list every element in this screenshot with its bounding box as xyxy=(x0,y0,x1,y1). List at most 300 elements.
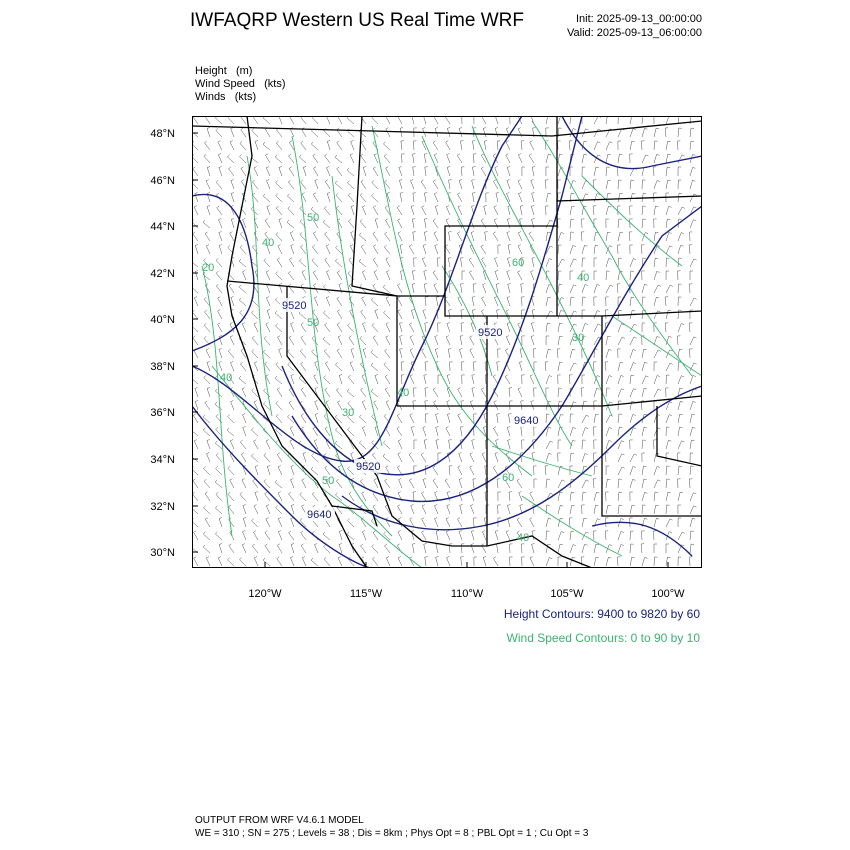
wind-barb xyxy=(570,349,575,358)
height-contours-legend: Height Contours: 9400 to 9820 by 60 xyxy=(503,607,700,621)
wind-barb xyxy=(400,336,403,346)
wind-barb xyxy=(219,362,222,372)
wind-barb xyxy=(276,206,282,215)
wind-barb xyxy=(605,310,608,319)
wind-barb xyxy=(606,557,611,566)
wind-barb xyxy=(690,440,694,449)
wind-barb xyxy=(437,258,440,267)
wind-barb xyxy=(206,245,210,254)
wind-barb xyxy=(230,479,234,488)
lat-label-48: 48°N xyxy=(150,128,175,140)
wind-barb xyxy=(546,220,553,228)
wind-barb xyxy=(630,454,637,462)
wind-barb xyxy=(347,116,354,124)
wind-barb xyxy=(666,206,672,215)
wind-barb xyxy=(618,441,624,449)
wind-barb xyxy=(462,375,465,384)
wind-barb xyxy=(690,298,697,306)
wind-barb xyxy=(593,479,596,488)
wind-barb xyxy=(447,167,450,177)
wind-barb xyxy=(641,141,644,150)
lon-label-100: 100°W xyxy=(651,588,685,600)
wind-barb xyxy=(398,219,402,228)
wind-barb xyxy=(462,116,465,124)
lon-label-120: 120°W xyxy=(248,588,282,600)
wind-barb xyxy=(546,388,549,397)
wind-barb xyxy=(570,492,574,501)
wind-barb xyxy=(678,414,683,423)
wind-barb xyxy=(506,141,510,150)
wind-barb xyxy=(630,415,636,424)
wind-barb xyxy=(582,454,588,463)
wind-barb xyxy=(385,544,391,553)
wind-barb xyxy=(324,285,331,293)
wind-barb xyxy=(449,180,452,189)
wind-barb xyxy=(458,388,462,397)
field-height-name: Height xyxy=(195,65,227,77)
wind-barb xyxy=(278,492,282,501)
wind-barb xyxy=(435,349,438,359)
wind-barb xyxy=(529,232,534,241)
wind-barb xyxy=(276,181,282,190)
wind-barb xyxy=(460,141,463,150)
wind-barb xyxy=(666,310,671,319)
wind-barb xyxy=(424,375,427,385)
wind-barb xyxy=(325,323,330,332)
wind-barb xyxy=(642,505,646,514)
wind-barb xyxy=(522,336,525,345)
wind-barb xyxy=(241,167,246,176)
wind-barb xyxy=(630,245,633,254)
wind-barb xyxy=(654,271,660,280)
wind-barb xyxy=(231,193,234,203)
wind-barb xyxy=(324,557,330,566)
wind-barb xyxy=(326,297,330,306)
wind-barb xyxy=(433,180,438,189)
wind-barb xyxy=(473,284,476,293)
wind-barb xyxy=(374,154,378,163)
wind-barb xyxy=(290,440,294,449)
wind-barb xyxy=(398,531,402,540)
wind-barb xyxy=(606,415,613,423)
wind-barb xyxy=(594,311,600,319)
wind-barb xyxy=(581,388,584,397)
wind-barb xyxy=(438,375,441,384)
wind-barb xyxy=(267,180,271,190)
wind-barb xyxy=(582,285,588,294)
wind-barb xyxy=(348,324,354,333)
wind-barb xyxy=(253,531,258,540)
wind-barb xyxy=(690,402,696,411)
wind-barb xyxy=(203,428,210,436)
wind-barb xyxy=(424,193,427,202)
wind-barb xyxy=(458,414,462,423)
wind-barb xyxy=(276,194,282,203)
wind-barb xyxy=(449,284,452,293)
wind-barb xyxy=(630,129,636,138)
wind-barb xyxy=(397,206,402,215)
wind-barb xyxy=(263,142,270,150)
wind-barb xyxy=(642,362,647,371)
wind-barb xyxy=(483,128,486,138)
wind-barb xyxy=(461,557,464,566)
wind-barb xyxy=(348,375,354,384)
wind-barb xyxy=(605,453,608,462)
wind-barb xyxy=(690,493,696,501)
wind-barb xyxy=(204,506,211,514)
wind-barb xyxy=(399,479,402,489)
wind-barb xyxy=(205,401,210,410)
wind-barb xyxy=(351,206,354,216)
wind-barb xyxy=(351,232,354,242)
wind-barb xyxy=(290,232,294,241)
wind-barb xyxy=(193,167,198,176)
wind-barb xyxy=(654,389,661,397)
wind-barb xyxy=(446,531,450,540)
wind-barb xyxy=(219,219,223,229)
wind-barb xyxy=(300,492,306,501)
map-panel xyxy=(192,116,702,568)
wind-barb xyxy=(423,245,426,255)
wind-barb xyxy=(291,323,294,333)
wind-barb xyxy=(630,531,634,540)
field-wind-speed-unit: (kts) xyxy=(264,78,286,90)
wind-barb xyxy=(252,336,258,345)
wind-barb xyxy=(570,206,575,215)
wind-barb xyxy=(690,518,695,527)
wind-barb xyxy=(398,440,402,449)
wind-barb xyxy=(400,245,403,254)
wind-barb xyxy=(205,232,210,241)
wind-barb xyxy=(654,350,661,358)
wind-barb xyxy=(469,271,474,280)
wind-barb xyxy=(689,245,692,254)
wind-barb xyxy=(690,141,694,150)
wind-barb xyxy=(398,310,402,319)
wind-barb xyxy=(507,167,510,177)
wind-barb xyxy=(240,558,246,567)
wind-barb xyxy=(653,531,656,540)
wind-barb xyxy=(398,232,402,241)
wind-barb xyxy=(314,167,319,176)
wind-barb xyxy=(425,167,428,176)
wind-barb xyxy=(254,362,258,371)
wind-barb xyxy=(678,233,684,241)
wind-barb xyxy=(558,544,563,553)
wind-barb xyxy=(348,181,355,189)
wind-barb xyxy=(594,544,599,553)
wind-barb xyxy=(337,141,342,150)
wind-barb xyxy=(534,388,537,397)
wind-barb xyxy=(606,388,610,397)
wind-barb xyxy=(531,180,534,190)
wind-barb xyxy=(425,466,428,475)
wind-barb xyxy=(495,271,498,281)
wind-barb xyxy=(424,219,427,228)
wind-barb xyxy=(582,544,588,553)
wind-barb xyxy=(335,155,342,163)
wind-barb xyxy=(386,297,390,306)
wind-barb xyxy=(471,492,474,502)
wind-barb xyxy=(363,349,366,359)
wind-barb xyxy=(338,336,342,345)
wind-barb xyxy=(520,349,523,358)
wind-barb xyxy=(375,310,378,320)
wind-barb xyxy=(414,388,417,397)
wind-barb xyxy=(383,285,390,293)
wind-barb xyxy=(327,193,330,203)
wind-barb xyxy=(606,271,610,280)
wind-barb xyxy=(509,492,512,501)
wind-barb xyxy=(481,310,486,319)
wind-barb xyxy=(433,271,438,280)
wind-barb xyxy=(654,440,657,449)
wind-barb xyxy=(194,297,198,306)
wind-barb xyxy=(413,154,416,163)
wind-barb xyxy=(546,441,553,449)
wind-barb xyxy=(336,206,342,215)
wind-barb xyxy=(630,467,636,476)
wind-barb xyxy=(530,492,534,501)
wind-barb xyxy=(398,116,402,124)
field-winds-name: Winds xyxy=(195,91,226,103)
wind-barb xyxy=(518,154,522,163)
wind-barb xyxy=(299,259,306,267)
wind-barb xyxy=(606,349,612,358)
wind-barb xyxy=(362,492,366,501)
wind-barb xyxy=(412,284,415,293)
wind-barb xyxy=(689,323,692,332)
wind-barb xyxy=(507,427,510,437)
wind-barb xyxy=(546,453,552,462)
wind-label: 50 xyxy=(307,212,320,224)
wind-barb xyxy=(325,388,330,397)
wind-barb xyxy=(450,362,453,371)
wind-barb xyxy=(666,427,669,436)
wind-barb xyxy=(582,440,586,449)
wind-barb xyxy=(654,232,658,241)
wind-barb xyxy=(229,505,234,514)
wind-barb xyxy=(216,284,222,293)
wind-barb xyxy=(546,414,549,423)
wind-barb xyxy=(228,558,235,566)
wind-barb xyxy=(195,193,198,203)
wind-barb xyxy=(545,180,548,189)
wind-barb xyxy=(447,492,450,502)
wind-barb xyxy=(509,388,512,397)
wind-barb xyxy=(410,349,414,358)
wind-barb xyxy=(240,440,246,449)
wind-barb xyxy=(546,193,551,202)
wind-barb xyxy=(497,141,500,150)
wind-barb xyxy=(606,376,612,384)
wind-barb xyxy=(461,362,464,371)
wind-barb xyxy=(582,324,588,333)
wind-barb xyxy=(291,479,295,489)
wind-barb xyxy=(301,141,306,150)
wind-barb xyxy=(313,232,318,241)
wind-barb xyxy=(546,206,549,215)
wind-barb xyxy=(326,271,330,280)
wind-barb xyxy=(594,194,600,203)
wind-barb xyxy=(277,557,282,566)
wind-barb xyxy=(312,258,318,267)
wind-barb xyxy=(287,194,294,202)
lat-label-32: 32°N xyxy=(150,501,175,513)
wind-barb xyxy=(630,350,636,359)
wind-barb xyxy=(690,349,693,358)
wind-barb xyxy=(325,427,330,436)
wind-barb xyxy=(678,401,683,410)
wind-barb xyxy=(252,311,259,319)
wind-barb xyxy=(666,466,670,475)
wind-barb xyxy=(546,154,551,163)
wind-barb xyxy=(473,479,476,488)
wind-barb xyxy=(618,180,622,189)
wind-barb xyxy=(243,271,247,281)
wind-barb xyxy=(665,128,668,137)
wind-barb xyxy=(581,232,584,241)
wind-barb xyxy=(530,518,534,527)
wind-barb xyxy=(473,167,476,176)
wind-barb xyxy=(362,401,366,410)
wind-barb xyxy=(493,466,498,475)
wind-barb xyxy=(445,116,450,124)
wind-barb xyxy=(654,285,661,293)
wind-barb xyxy=(215,480,222,488)
wind-barb xyxy=(519,193,523,203)
wind-barb xyxy=(558,453,561,462)
wind-barb xyxy=(594,440,597,449)
field-winds-unit: (kts) xyxy=(234,91,257,103)
wind-barb xyxy=(409,323,414,332)
wind-barb xyxy=(195,401,198,411)
wind-barb xyxy=(630,363,636,371)
wind-barb xyxy=(532,453,535,463)
wind-barb xyxy=(470,401,474,410)
field-wind-speed-name: Wind Speed xyxy=(195,78,255,90)
wind-barb xyxy=(582,297,586,306)
wind-barb xyxy=(690,376,696,385)
lat-label-30: 30°N xyxy=(150,547,175,559)
wind-barb xyxy=(472,388,475,398)
wind-barb xyxy=(326,116,330,124)
wind-barb xyxy=(618,219,622,228)
wind-barb xyxy=(275,311,282,319)
wind-barb xyxy=(593,531,596,540)
wind-barb xyxy=(654,219,657,228)
wind-barb xyxy=(629,232,632,241)
wind-barb xyxy=(227,155,234,163)
wind-barb xyxy=(654,181,660,190)
wind-barb xyxy=(425,414,428,423)
wind-barb xyxy=(558,245,561,254)
wind-barb xyxy=(289,492,295,501)
wind-barb xyxy=(411,206,414,216)
wind-barb xyxy=(606,428,612,436)
wind-barb xyxy=(230,141,234,150)
wind-barb xyxy=(666,336,672,345)
wind-barb xyxy=(339,531,342,541)
wind-barb xyxy=(654,154,660,163)
wind-barb xyxy=(594,505,598,514)
wind-barb xyxy=(434,154,438,163)
wind-barb xyxy=(422,258,426,267)
wind-barb xyxy=(348,519,354,528)
wind-barb xyxy=(254,505,258,514)
wind-barb xyxy=(678,518,681,527)
wind-barb xyxy=(470,349,474,358)
wind-barb xyxy=(485,232,488,241)
wind-barb xyxy=(472,180,475,190)
wind-barb xyxy=(276,506,282,515)
wind-barb xyxy=(385,388,390,397)
wind-barb xyxy=(240,155,247,163)
wind-barb xyxy=(335,363,342,371)
wind-barb xyxy=(630,141,635,150)
wind-barb xyxy=(618,141,621,150)
wind-barb xyxy=(301,531,306,540)
wind-barb xyxy=(618,232,623,241)
wind-barb xyxy=(471,323,474,333)
wind-barb xyxy=(606,479,610,488)
wind-barb xyxy=(630,337,637,345)
wind-barb xyxy=(497,544,500,553)
height-label: 9520 xyxy=(478,327,503,339)
wind-barb xyxy=(606,297,609,306)
wind-barb xyxy=(678,466,682,475)
wind-barb xyxy=(192,310,198,319)
wind-barb xyxy=(618,479,622,488)
wind-barb xyxy=(690,232,693,241)
wind-barb xyxy=(529,154,534,163)
wind-barb xyxy=(421,453,426,462)
wind-barb xyxy=(522,440,525,449)
wind-barb xyxy=(690,180,695,189)
wind-barb xyxy=(482,116,487,124)
wind-label: 30 xyxy=(572,332,585,344)
wind-barb xyxy=(301,336,306,345)
wind-barb xyxy=(482,531,486,540)
wind-barb xyxy=(279,284,282,294)
wind-barb xyxy=(193,232,198,241)
wind-barb xyxy=(606,167,610,176)
wind-barb xyxy=(241,128,246,137)
wind-barb xyxy=(410,375,414,384)
wind-barb xyxy=(219,518,222,528)
wind-barb xyxy=(678,128,682,137)
wind-barb xyxy=(606,492,609,501)
wind-barb xyxy=(348,193,354,202)
wind-barb xyxy=(193,479,198,488)
wind-barb xyxy=(459,453,462,463)
wind-barb xyxy=(243,505,246,515)
wind-barb xyxy=(582,480,589,488)
wind-barb xyxy=(424,440,427,449)
wind-barb xyxy=(558,259,565,267)
wind-barb xyxy=(253,116,258,124)
field-height xyxy=(195,65,252,77)
wind-barb xyxy=(350,362,354,371)
wind-barb xyxy=(216,258,222,267)
wind-barb xyxy=(398,557,402,566)
wind-barb xyxy=(678,310,682,319)
wind-barb xyxy=(387,271,391,281)
wind-barb xyxy=(255,141,258,151)
wind-barb xyxy=(678,271,681,280)
wind-barb xyxy=(665,323,668,332)
wind-barb xyxy=(266,271,270,280)
